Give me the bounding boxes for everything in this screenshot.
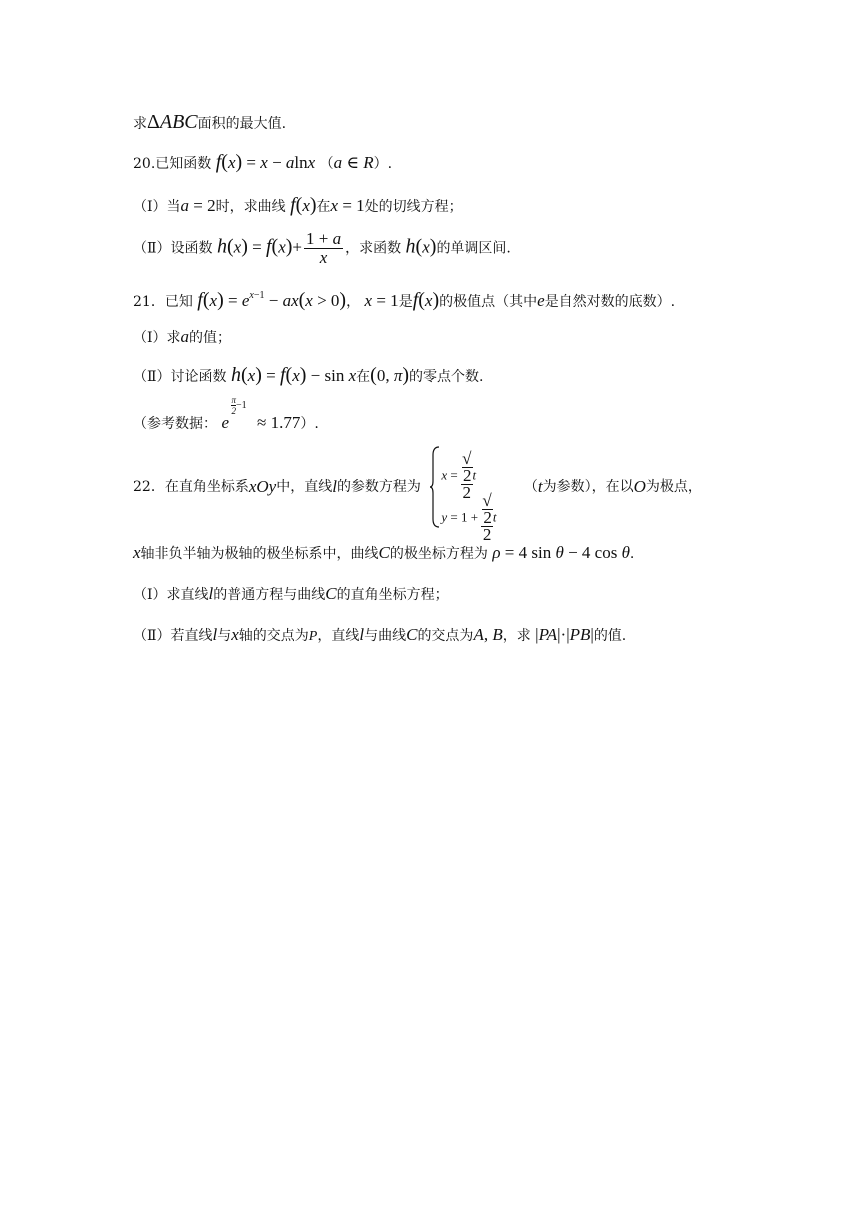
q21-stem: 21．已知 $f(x) = e^{x-1} - ax(x > 0)$， x = 1是f(x)的极值点（其中e是自然对数的底数）. [133,289,676,311]
q22-part2: （Ⅱ）若直线l与x轴的交点为P，直线l与曲线C的交点为A, B，求 |PA|·|PB|的值. [133,625,627,644]
q20-function: f [215,151,222,173]
parametric-equations: x = √ 2 2 t y = 1 + √ 2 2 t [429,445,515,529]
q22-number: 22． [133,479,165,495]
triangle-abc: ΔABC [147,111,198,133]
q22-line2: x轴非负半轴为极轴的极坐标系中，曲线C的极坐标方程为 ρ = 4 sin θ − 4 cos θ. [133,543,635,562]
q20-part1: （Ⅰ）当a = 2时，求曲线 f(x)在x = 1处的切线方程； [133,194,463,216]
q21-number: 21． [133,294,165,310]
q22-stem: 22．在直角坐标系xOy中，直线l的参数方程为 x = √ 2 2 t y = 1 + √ 2 2 t （t为参数），在以O为极点， [133,445,702,535]
q20-part2: （Ⅱ）设函数 h(x) = f(x)+ $\frac{1 + a}{x}$ ，求函数 h(x)的单调区间. [133,229,511,267]
prev-question-tail: 求ΔABC面积的最大值. [133,111,287,133]
q21-part1: （Ⅰ）求a的值； [133,327,232,346]
q22-part1: （Ⅰ）求直线l的普通方程与曲线C的直角坐标方程； [133,584,449,603]
q20-number: 20. [133,156,156,172]
q20-fraction: $\frac{1 + a}{x}$ [306,229,342,267]
q21-reference: （参考数据： e $\frac{\pi}{2}$ −1 ≈ 1.77）. [133,395,319,432]
q20-stem: 20.已知函数 f(x) = x − alnx （a ∈ R）. [133,151,393,173]
q21-part2: （Ⅱ）讨论函数 h(x) = f(x) − sin x在(0, π)的零点个数. [133,364,484,386]
